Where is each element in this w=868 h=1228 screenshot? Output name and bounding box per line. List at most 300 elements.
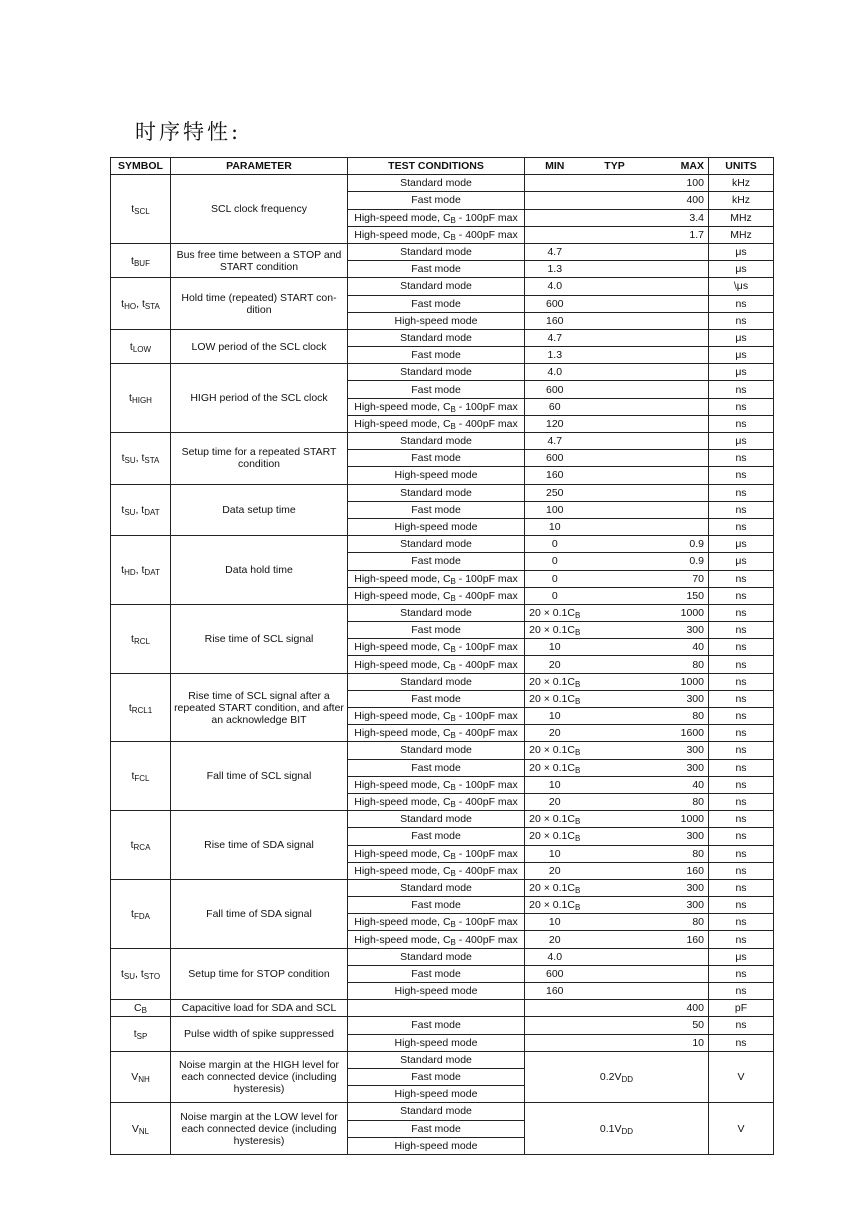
- max-cell: [645, 518, 709, 535]
- test-condition-cell: High-speed mode: [348, 312, 525, 329]
- col-header-parameter: PARAMETER: [171, 158, 348, 175]
- min-cell: [525, 1017, 585, 1034]
- test-condition-cell: Fast mode: [348, 759, 525, 776]
- max-cell: 300: [645, 690, 709, 707]
- max-cell: 10: [645, 1034, 709, 1051]
- min-cell: 10: [525, 914, 585, 931]
- max-cell: 1.7: [645, 226, 709, 243]
- min-cell: $20 \times 0.1C_B$: [525, 742, 585, 759]
- min-cell: $20 \times 0.1C_B$: [525, 811, 585, 828]
- test-condition-cell: High-speed mode, $C_B - 100pF$ max: [348, 914, 525, 931]
- test-condition-cell: Fast mode: [348, 965, 525, 982]
- units-cell: ns: [709, 501, 774, 518]
- test-condition-cell: [348, 1000, 525, 1017]
- typ-cell: [585, 484, 645, 501]
- test-condition-cell: Standard mode: [348, 604, 525, 621]
- min-cell: 160: [525, 312, 585, 329]
- test-condition-cell: High-speed mode, $C_B - 400pF$ max: [348, 931, 525, 948]
- parameter-cell: Fall time of SCL signal: [171, 742, 348, 811]
- typ-cell: [585, 656, 645, 673]
- section-heading: 时序特性:: [135, 120, 242, 144]
- max-cell: [645, 948, 709, 965]
- min-cell: 60: [525, 398, 585, 415]
- parameter-cell: Pulse width of spike suppressed: [171, 1017, 348, 1051]
- typ-cell: [585, 793, 645, 810]
- min-cell: 0: [525, 587, 585, 604]
- min-cell: 0: [525, 553, 585, 570]
- units-cell: ns: [709, 690, 774, 707]
- max-cell: [645, 381, 709, 398]
- min-cell: 0: [525, 570, 585, 587]
- typ-cell: [585, 708, 645, 725]
- max-cell: [645, 398, 709, 415]
- symbol-cell: $t_{BUF}$: [111, 243, 171, 277]
- test-condition-cell: High-speed mode, $C_B - 100pF$ max: [348, 570, 525, 587]
- test-condition-cell: Standard mode: [348, 433, 525, 450]
- min-cell: 20: [525, 862, 585, 879]
- parameter-cell: Fall time of SDA signal: [171, 879, 348, 948]
- min-cell: 10: [525, 845, 585, 862]
- typ-cell: [585, 776, 645, 793]
- test-condition-cell: Fast mode: [348, 1017, 525, 1034]
- units-cell: \μs: [709, 278, 774, 295]
- min-cell: [525, 226, 585, 243]
- max-cell: 3.4: [645, 209, 709, 226]
- parameter-cell: Capacitive load for SDA and SCL: [171, 1000, 348, 1017]
- table-row: [111, 1051, 774, 1068]
- units-cell: ns: [709, 742, 774, 759]
- typ-cell: [585, 1034, 645, 1051]
- max-cell: 300: [645, 897, 709, 914]
- test-condition-cell: High-speed mode, $C_B - 400pF$ max: [348, 793, 525, 810]
- typ-cell: [585, 931, 645, 948]
- symbol-cell: $t_{HIGH}$: [111, 364, 171, 433]
- symbol-cell: $V_{NL}$: [111, 1103, 171, 1155]
- units-cell: ns: [709, 914, 774, 931]
- units-cell: μs: [709, 433, 774, 450]
- min-cell: $20 \times 0.1C_B$: [525, 622, 585, 639]
- min-cell: 1.3: [525, 261, 585, 278]
- typ-cell: [585, 690, 645, 707]
- parameter-cell: Data hold time: [171, 536, 348, 605]
- min-cell: 10: [525, 776, 585, 793]
- min-cell: 600: [525, 965, 585, 982]
- min-cell: 4.7: [525, 329, 585, 346]
- min-cell: 600: [525, 450, 585, 467]
- min-cell: [525, 209, 585, 226]
- table-row: [111, 742, 774, 759]
- typ-cell: [585, 450, 645, 467]
- min-cell: $20 \times 0.1C_B$: [525, 897, 585, 914]
- typ-cell: [585, 725, 645, 742]
- units-cell: ns: [709, 295, 774, 312]
- symbol-cell: $t_{RCL}$: [111, 604, 171, 673]
- table-row: [111, 948, 774, 965]
- test-condition-cell: High-speed mode, $C_B - 400pF$ max: [348, 725, 525, 742]
- test-condition-cell: High-speed mode, $C_B - 400pF$ max: [348, 656, 525, 673]
- test-condition-cell: High-speed mode: [348, 1034, 525, 1051]
- units-cell: μs: [709, 364, 774, 381]
- typ-cell: [585, 467, 645, 484]
- test-condition-cell: High-speed mode, $C_B - 100pF$ max: [348, 398, 525, 415]
- test-condition-cell: Standard mode: [348, 364, 525, 381]
- units-cell: ns: [709, 518, 774, 535]
- parameter-cell: Data setup time: [171, 484, 348, 536]
- table-body: [111, 175, 774, 1155]
- max-cell: 300: [645, 828, 709, 845]
- test-condition-cell: High-speed mode: [348, 1086, 525, 1103]
- typ-cell: [585, 811, 645, 828]
- typ-cell: [585, 536, 645, 553]
- table-row: [111, 536, 774, 553]
- symbol-cell: $t_{RCL1}$: [111, 673, 171, 742]
- min-cell: 1.3: [525, 347, 585, 364]
- typ-cell: [585, 604, 645, 621]
- test-condition-cell: Standard mode: [348, 948, 525, 965]
- table-row: [111, 1017, 774, 1034]
- min-cell: $20 \times 0.1C_B$: [525, 759, 585, 776]
- min-cell: 4.0: [525, 278, 585, 295]
- max-cell: 1000: [645, 604, 709, 621]
- col-header-min: MIN: [525, 158, 585, 175]
- min-cell: 4.7: [525, 243, 585, 260]
- max-cell: 300: [645, 742, 709, 759]
- table-row: [111, 1103, 774, 1120]
- units-cell: ns: [709, 587, 774, 604]
- test-condition-cell: Fast mode: [348, 261, 525, 278]
- min-cell: [525, 1034, 585, 1051]
- max-cell: [645, 295, 709, 312]
- min-cell: 600: [525, 381, 585, 398]
- units-cell: ns: [709, 656, 774, 673]
- units-cell: ns: [709, 604, 774, 621]
- typ-cell: [585, 553, 645, 570]
- table-row: [111, 604, 774, 621]
- test-condition-cell: Fast mode: [348, 690, 525, 707]
- typ-cell: [585, 329, 645, 346]
- units-cell: ns: [709, 381, 774, 398]
- max-cell: 50: [645, 1017, 709, 1034]
- parameter-cell: Rise time of SDA signal: [171, 811, 348, 880]
- test-condition-cell: Fast mode: [348, 553, 525, 570]
- typ-cell: [585, 261, 645, 278]
- symbol-cell: $t_{LOW}$: [111, 329, 171, 363]
- max-cell: [645, 433, 709, 450]
- timing-spec-table: [110, 157, 774, 1155]
- min-cell: 160: [525, 983, 585, 1000]
- parameter-cell: Bus free time between a STOP and START condition: [171, 243, 348, 277]
- test-condition-cell: High-speed mode: [348, 467, 525, 484]
- units-cell: ns: [709, 415, 774, 432]
- test-condition-cell: Standard mode: [348, 1103, 525, 1120]
- min-cell: 4.0: [525, 948, 585, 965]
- units-cell: μs: [709, 553, 774, 570]
- min-cell: $0.2V_{DD}$: [525, 1051, 709, 1103]
- col-header-test-conditions: TEST CONDITIONS: [348, 158, 525, 175]
- min-cell: [525, 1000, 585, 1017]
- symbol-cell: $V_{NH}$: [111, 1051, 171, 1103]
- units-cell: ns: [709, 450, 774, 467]
- typ-cell: [585, 1017, 645, 1034]
- test-condition-cell: Fast mode: [348, 192, 525, 209]
- parameter-cell: Hold time (repeated) START con-dition: [171, 278, 348, 330]
- test-condition-cell: High-speed mode, $C_B - 400pF$ max: [348, 226, 525, 243]
- test-condition-cell: Standard mode: [348, 1051, 525, 1068]
- parameter-cell: Setup time for STOP condition: [171, 948, 348, 1000]
- test-condition-cell: High-speed mode, $C_B - 100pF$ max: [348, 639, 525, 656]
- units-cell: ns: [709, 708, 774, 725]
- max-cell: [645, 965, 709, 982]
- max-cell: [645, 312, 709, 329]
- table-header-row: [111, 158, 774, 175]
- symbol-cell: $t_{SU}$, $t_{DAT}$: [111, 484, 171, 536]
- min-cell: 10: [525, 639, 585, 656]
- test-condition-cell: High-speed mode, $C_B - 100pF$ max: [348, 708, 525, 725]
- max-cell: [645, 278, 709, 295]
- test-condition-cell: Fast mode: [348, 501, 525, 518]
- units-cell: ns: [709, 1017, 774, 1034]
- typ-cell: [585, 278, 645, 295]
- max-cell: 40: [645, 776, 709, 793]
- units-cell: ns: [709, 622, 774, 639]
- units-cell: MHz: [709, 226, 774, 243]
- symbol-cell: $C_B$: [111, 1000, 171, 1017]
- units-cell: ns: [709, 811, 774, 828]
- max-cell: 70: [645, 570, 709, 587]
- max-cell: 0.9: [645, 553, 709, 570]
- units-cell: ns: [709, 673, 774, 690]
- units-cell: μs: [709, 536, 774, 553]
- min-cell: 10: [525, 518, 585, 535]
- symbol-cell: $t_{FCL}$: [111, 742, 171, 811]
- max-cell: 300: [645, 759, 709, 776]
- units-cell: ns: [709, 931, 774, 948]
- units-cell: μs: [709, 243, 774, 260]
- max-cell: 1000: [645, 811, 709, 828]
- units-cell: ns: [709, 725, 774, 742]
- col-header-max: MAX: [645, 158, 709, 175]
- units-cell: V: [709, 1103, 774, 1155]
- max-cell: 160: [645, 862, 709, 879]
- max-cell: 80: [645, 793, 709, 810]
- parameter-cell: LOW period of the SCL clock: [171, 329, 348, 363]
- test-condition-cell: High-speed mode: [348, 518, 525, 535]
- max-cell: 400: [645, 192, 709, 209]
- test-condition-cell: Standard mode: [348, 536, 525, 553]
- test-condition-cell: Standard mode: [348, 673, 525, 690]
- units-cell: ns: [709, 879, 774, 896]
- typ-cell: [585, 622, 645, 639]
- typ-cell: [585, 312, 645, 329]
- test-condition-cell: Standard mode: [348, 811, 525, 828]
- min-cell: [525, 192, 585, 209]
- parameter-cell: Setup time for a repeated START condition: [171, 433, 348, 485]
- typ-cell: [585, 914, 645, 931]
- symbol-cell: $t_{SCL}$: [111, 175, 171, 244]
- table-row: [111, 433, 774, 450]
- units-cell: ns: [709, 862, 774, 879]
- test-condition-cell: Fast mode: [348, 295, 525, 312]
- parameter-cell: Noise margin at the LOW level for each connected device (including hysteresis): [171, 1103, 348, 1155]
- typ-cell: [585, 673, 645, 690]
- typ-cell: [585, 501, 645, 518]
- typ-cell: [585, 742, 645, 759]
- max-cell: [645, 347, 709, 364]
- min-cell: [525, 175, 585, 192]
- min-cell: 100: [525, 501, 585, 518]
- min-cell: $20 \times 0.1C_B$: [525, 604, 585, 621]
- min-cell: 600: [525, 295, 585, 312]
- units-cell: ns: [709, 776, 774, 793]
- units-cell: ns: [709, 965, 774, 982]
- units-cell: ns: [709, 845, 774, 862]
- min-cell: $20 \times 0.1C_B$: [525, 828, 585, 845]
- table-row: [111, 175, 774, 192]
- max-cell: [645, 415, 709, 432]
- symbol-cell: $t_{HD}$, $t_{DAT}$: [111, 536, 171, 605]
- typ-cell: [585, 295, 645, 312]
- typ-cell: [585, 845, 645, 862]
- max-cell: [645, 501, 709, 518]
- units-cell: kHz: [709, 192, 774, 209]
- test-condition-cell: Standard mode: [348, 879, 525, 896]
- min-cell: 20: [525, 931, 585, 948]
- min-cell: 4.7: [525, 433, 585, 450]
- max-cell: 160: [645, 931, 709, 948]
- units-cell: μs: [709, 329, 774, 346]
- units-cell: ns: [709, 759, 774, 776]
- symbol-cell: $t_{FDA}$: [111, 879, 171, 948]
- test-condition-cell: High-speed mode, $C_B - 400pF$ max: [348, 587, 525, 604]
- min-cell: 250: [525, 484, 585, 501]
- test-condition-cell: Fast mode: [348, 347, 525, 364]
- min-cell: 120: [525, 415, 585, 432]
- typ-cell: [585, 639, 645, 656]
- typ-cell: [585, 862, 645, 879]
- typ-cell: [585, 364, 645, 381]
- typ-cell: [585, 398, 645, 415]
- test-condition-cell: High-speed mode, $C_B - 100pF$ max: [348, 845, 525, 862]
- typ-cell: [585, 175, 645, 192]
- test-condition-cell: Fast mode: [348, 1120, 525, 1137]
- test-condition-cell: Fast mode: [348, 450, 525, 467]
- min-cell: $20 \times 0.1C_B$: [525, 879, 585, 896]
- test-condition-cell: Fast mode: [348, 897, 525, 914]
- table-row: [111, 1000, 774, 1017]
- typ-cell: [585, 570, 645, 587]
- max-cell: 80: [645, 845, 709, 862]
- test-condition-cell: High-speed mode, $C_B - 400pF$ max: [348, 415, 525, 432]
- max-cell: [645, 364, 709, 381]
- typ-cell: [585, 965, 645, 982]
- units-cell: V: [709, 1051, 774, 1103]
- table-row: [111, 329, 774, 346]
- typ-cell: [585, 433, 645, 450]
- test-condition-cell: High-speed mode, $C_B - 400pF$ max: [348, 862, 525, 879]
- parameter-cell: Rise time of SCL signal after a repeated START condition, and after an acknowledge BIT: [171, 673, 348, 742]
- units-cell: MHz: [709, 209, 774, 226]
- min-cell: 20: [525, 725, 585, 742]
- max-cell: [645, 261, 709, 278]
- min-cell: 160: [525, 467, 585, 484]
- max-cell: [645, 243, 709, 260]
- col-header-units: UNITS: [709, 158, 774, 175]
- min-cell: 10: [525, 708, 585, 725]
- min-cell: 20: [525, 793, 585, 810]
- units-cell: ns: [709, 793, 774, 810]
- max-cell: 300: [645, 622, 709, 639]
- units-cell: ns: [709, 983, 774, 1000]
- symbol-cell: $t_{HO}$, $t_{STA}$: [111, 278, 171, 330]
- max-cell: 80: [645, 708, 709, 725]
- units-cell: pF: [709, 1000, 774, 1017]
- typ-cell: [585, 243, 645, 260]
- min-cell: $20 \times 0.1C_B$: [525, 690, 585, 707]
- typ-cell: [585, 347, 645, 364]
- table-row: [111, 811, 774, 828]
- max-cell: 40: [645, 639, 709, 656]
- typ-cell: [585, 415, 645, 432]
- typ-cell: [585, 948, 645, 965]
- table-row: [111, 278, 774, 295]
- symbol-cell: $t_{RCA}$: [111, 811, 171, 880]
- table-row: [111, 673, 774, 690]
- max-cell: 150: [645, 587, 709, 604]
- test-condition-cell: High-speed mode, $C_B - 100pF$ max: [348, 209, 525, 226]
- symbol-cell: $t_{SU}$, $t_{STA}$: [111, 433, 171, 485]
- min-cell: 4.0: [525, 364, 585, 381]
- min-cell: 20: [525, 656, 585, 673]
- typ-cell: [585, 759, 645, 776]
- table-row: [111, 364, 774, 381]
- test-condition-cell: Standard mode: [348, 484, 525, 501]
- test-condition-cell: Standard mode: [348, 243, 525, 260]
- typ-cell: [585, 1000, 645, 1017]
- units-cell: ns: [709, 1034, 774, 1051]
- parameter-cell: Noise margin at the HIGH level for each connected device (including hysteresis): [171, 1051, 348, 1103]
- max-cell: 1000: [645, 673, 709, 690]
- test-condition-cell: Fast mode: [348, 381, 525, 398]
- units-cell: ns: [709, 398, 774, 415]
- test-condition-cell: Standard mode: [348, 742, 525, 759]
- units-cell: ns: [709, 467, 774, 484]
- max-cell: 300: [645, 879, 709, 896]
- table-row: [111, 484, 774, 501]
- test-condition-cell: Standard mode: [348, 329, 525, 346]
- typ-cell: [585, 828, 645, 845]
- typ-cell: [585, 381, 645, 398]
- max-cell: 80: [645, 656, 709, 673]
- max-cell: [645, 329, 709, 346]
- test-condition-cell: Fast mode: [348, 1068, 525, 1085]
- units-cell: ns: [709, 484, 774, 501]
- typ-cell: [585, 879, 645, 896]
- typ-cell: [585, 897, 645, 914]
- max-cell: 0.9: [645, 536, 709, 553]
- max-cell: [645, 467, 709, 484]
- table-row: [111, 243, 774, 260]
- parameter-cell: Rise time of SCL signal: [171, 604, 348, 673]
- test-condition-cell: Standard mode: [348, 278, 525, 295]
- units-cell: kHz: [709, 175, 774, 192]
- parameter-cell: SCL clock frequency: [171, 175, 348, 244]
- units-cell: ns: [709, 828, 774, 845]
- typ-cell: [585, 192, 645, 209]
- test-condition-cell: Standard mode: [348, 175, 525, 192]
- col-header-typ: TYP: [585, 158, 645, 175]
- units-cell: μs: [709, 948, 774, 965]
- table-row: [111, 879, 774, 896]
